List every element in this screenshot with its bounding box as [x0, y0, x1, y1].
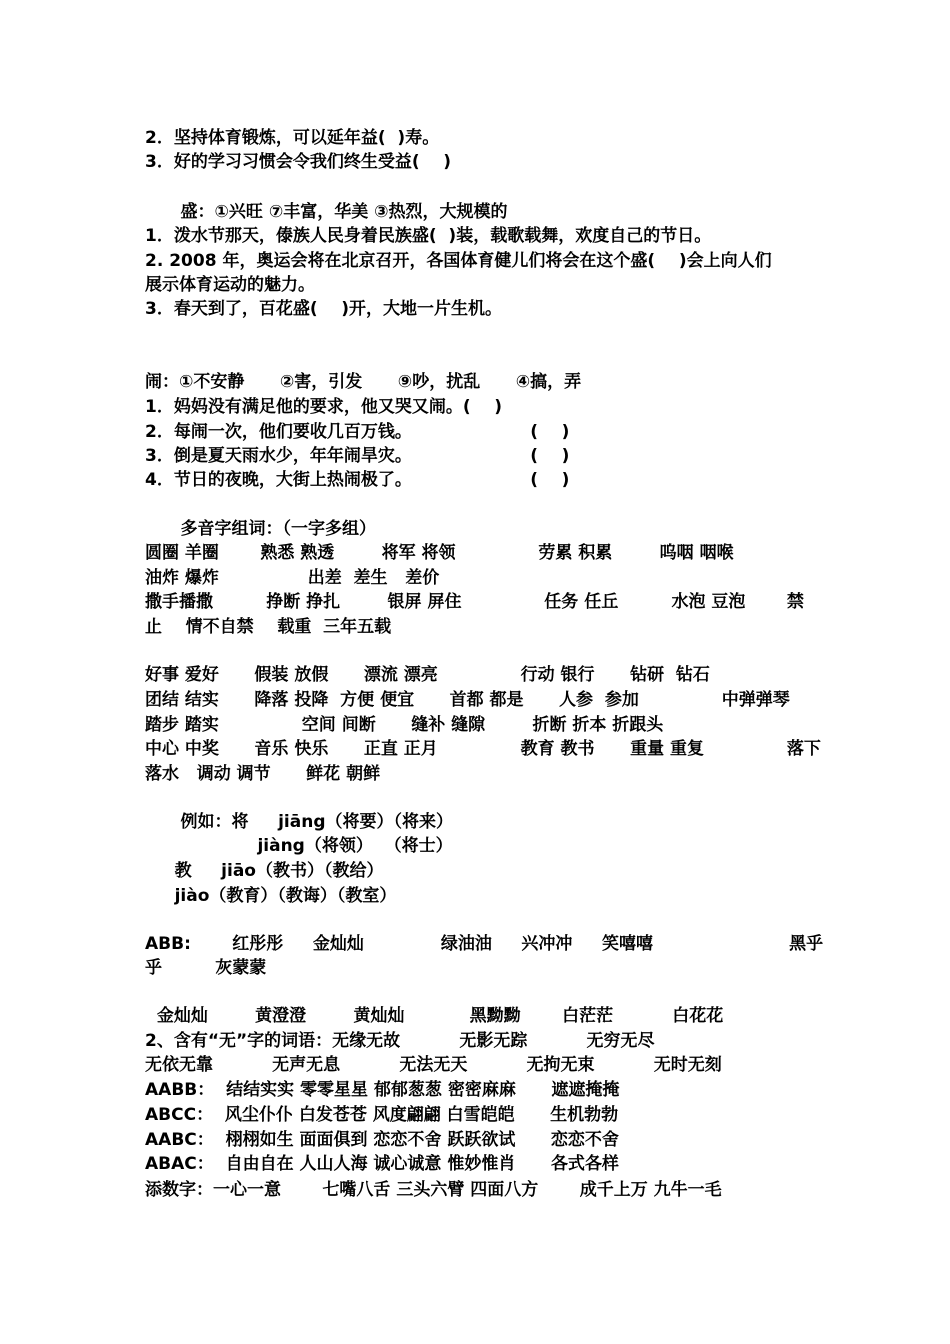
text-line: 多音字组词：（一字多组）	[145, 519, 377, 539]
text-line: 教 jiāo（教书）（教给）	[145, 861, 384, 881]
text-line: 好事 爱好 假装 放假 漂流 漂亮 行动 银行 钻研 钻石	[145, 665, 710, 685]
text-line: ABCC： 风尘仆仆 白发苍苍 风度翩翩 白雪皑皑 生机勃勃	[145, 1105, 619, 1125]
text-line: 2、含有“无”字的词语：无缘无故 无影无踪 无穷无尽	[145, 1031, 655, 1051]
text-line: 1．泼水节那天，傣族人民身着民族盛( )装，载歌载舞，欢度自己的节日。	[145, 226, 712, 246]
text-line: 撒手播撒 挣断 挣扎 银屏 屏住 任务 任丘 水泡 豆泡 禁	[145, 592, 804, 612]
text-line: 落水 调动 调节 鲜花 朝鲜	[145, 764, 381, 784]
text-line: ABAC： 自由自在 人山人海 诚心诚意 惟妙惟肖 各式各样	[145, 1154, 619, 1174]
text-line: 展示体育运动的魅力。	[145, 275, 315, 295]
text-line: 止 情不自禁 载重 三年五载	[145, 617, 392, 637]
text-line: jiàng（将领） （将士）	[145, 836, 453, 856]
text-line: 3．倒是夏天雨水少，年年闹旱灾。 ( )	[145, 446, 570, 466]
text-line: 乎 灰蒙蒙	[145, 958, 267, 978]
text-line: 4．节日的夜晚，大街上热闹极了。 ( )	[145, 470, 570, 490]
text-line: 例如：将 jiāng（将要）（将来）	[145, 812, 453, 832]
text-line: 踏步 踏实 空间 间断 缝补 缝隙 折断 折本 折跟头	[145, 715, 664, 735]
text-line: ABB: 红彤彤 金灿灿 绿油油 兴冲冲 笑嘻嘻 黑乎	[145, 934, 824, 954]
text-line: AABC： 栩栩如生 面面俱到 恋恋不舍 跃跃欲试 恋恋不舍	[145, 1130, 619, 1150]
text-line: 团结 结实 降落 投降 方便 便宜 首都 都是 人参 参加 中弹弹琴	[145, 690, 790, 710]
text-line: 盛：①兴旺 ⑦丰富，华美 ③热烈，大规模的	[145, 202, 508, 222]
text-line: 1．妈妈没有满足他的要求，他又哭又闹。( )	[145, 397, 503, 417]
text-line: 添数字：一心一意 七嘴八舌 三头六臂 四面八方 成千上万 九牛一毛	[145, 1180, 722, 1200]
text-line: 2．每闹一次，他们要收几百万钱。 ( )	[145, 422, 570, 442]
text-line: 3．春天到了，百花盛( )开，大地一片生机。	[145, 299, 503, 319]
text-line: 油炸 爆炸 出差 差生 差价	[145, 568, 440, 588]
text-line: jiào（教育）（教诲）（教室）	[145, 886, 397, 906]
text-line: AABB： 结结实实 零零星星 郁郁葱葱 密密麻麻 遮遮掩掩	[145, 1080, 620, 1100]
text-line: 圆圈 羊圈 熟悉 熟透 将军 将领 劳累 积累 呜咽 咽喉	[145, 543, 734, 563]
text-line: 2. 2008 年，奥运会将在北京召开，各国体育健儿们将会在这个盛( )会上向人们	[145, 251, 772, 271]
text-line: 3．好的学习习惯会令我们终生受益( )	[145, 152, 452, 172]
text-line: 金灿灿 黄澄澄 黄灿灿 黑黝黝 白茫茫 白花花	[145, 1006, 724, 1026]
text-line: 2．坚持体育锻炼，可以延年益( )寿。	[145, 128, 440, 148]
text-line: 中心 中奖 音乐 快乐 正直 正月 教育 教书 重量 重复 落下	[145, 739, 821, 759]
text-line: 闹：①不安静 ②害，引发 ⑨吵，扰乱 ④搞，弄	[145, 372, 582, 392]
text-line: 无依无靠 无声无息 无法无天 无拘无束 无时无刻	[145, 1055, 722, 1075]
